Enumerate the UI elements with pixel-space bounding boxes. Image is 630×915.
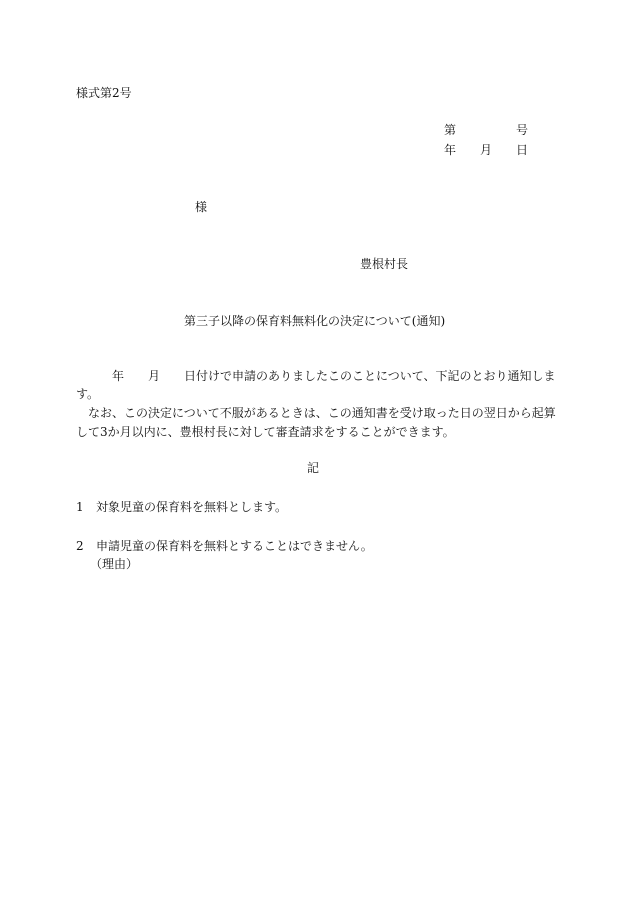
ref-no-prefix: 第 [444, 123, 457, 137]
ref-no-suffix: 号 [516, 123, 529, 137]
body-line-1-rest: 日付けで申請のありましたこのことについて、下記のとおり通知しま [184, 369, 556, 383]
body-line-4: して3か月以内に、豊根村長に対して審査請求をすることができます。 [76, 425, 455, 439]
item-2-number: 2 [76, 539, 84, 553]
item-1-number: 1 [76, 500, 84, 514]
form-number: 様式第2号 [76, 86, 132, 100]
body-line-1-year: 年 [112, 369, 125, 383]
item-2-text: 申請児童の保育料を無料とすることはできません。 [96, 539, 373, 553]
reason-label: （理由） [90, 557, 139, 571]
body-line-1-month: 月 [148, 369, 161, 383]
date-month: 月 [480, 143, 493, 157]
document-title: 第三子以降の保育料無料化の決定について(通知) [184, 314, 446, 328]
body-line-3: なお、この決定について不服があるときは、この通知書を受け取った日の翌日から起算 [88, 406, 556, 420]
item-1-text: 対象児童の保育料を無料とします。 [96, 500, 288, 514]
sender: 豊根村長 [360, 257, 409, 271]
date-year: 年 [444, 143, 457, 157]
date-day: 日 [516, 143, 529, 157]
body-line-2: す。 [76, 387, 100, 401]
ki-heading: 記 [307, 461, 320, 475]
addressee-suffix: 様 [195, 200, 208, 214]
